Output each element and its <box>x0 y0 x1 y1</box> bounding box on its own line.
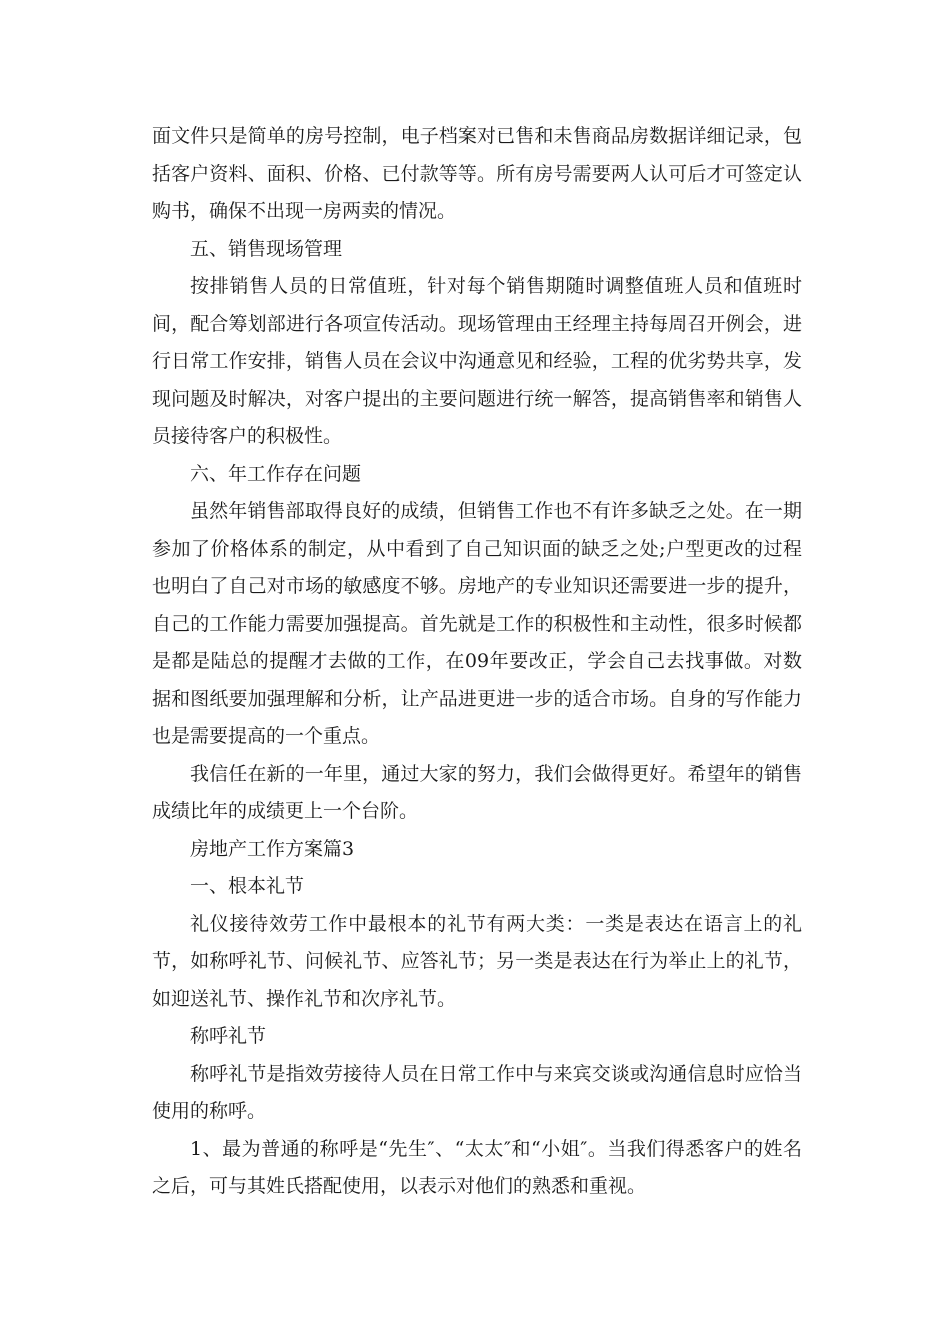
paragraph-duty-arrangement: 按排销售人员的日常值班，针对每个销售期随时调整值班人员和值班时间，配合筹划部进行各项宣传活动。现场管理由王经理主持每周召开例会，进行日常工作安排，销售人员在会议中沟通意见和经验，工程的优劣势共享，发现问题及时解决，对客户提出的主要问题进行统一解答，提高销售率和销售人员接待客户的积极性。 <box>152 275 802 447</box>
paragraph-outlook: 我信任在新的一年里，通过大家的努力，我们会做得更好。希望年的销售成绩比年的成绩更上一个台阶。 <box>152 762 802 822</box>
paragraph-address-definition: 称呼礼节是指效劳接待人员在日常工作中与来宾交谈或沟通信息时应恰当使用的称呼。 <box>152 1062 802 1122</box>
subheading-address-etiquette: 称呼礼节 <box>190 1025 267 1047</box>
document-body <box>152 118 802 1206</box>
paragraph-common-titles: 1、最为普通的称呼是“先生″、“太太″和“小姐″。当我们得悉客户的姓名之后，可与其姓氏搭配使用，以表示对他们的熟悉和重视。 <box>152 1137 802 1197</box>
paragraph-etiquette-types: 礼仪接待效劳工作中最根本的礼节有两大类：一类是表达在语言上的礼节，如称呼礼节、问候礼节、应答礼节；另一类是表达在行为举止上的礼节，如迎送礼节、操作礼节和次序礼节。 <box>152 912 802 1010</box>
section-heading-sales-site-management: 五、销售现场管理 <box>190 237 343 260</box>
article-title-plan-3: 房地产工作方案篇3 <box>190 837 355 860</box>
paragraph-file-management: 面文件只是简单的房号控制，电子档案对已售和未售商品房数据详细记录，包括客户资料、面积、价格、已付款等等。所有房号需要两人认可后才可签定认购书，确保不出现一房两卖的情况。 <box>152 125 802 222</box>
paragraph-problems: 虽然年销售部取得良好的成绩，但销售工作也不有许多缺乏之处。在一期参加了价格体系的制定，从中看到了自己知识面的缺乏之处;户型更改的过程也明白了自己对市场的敏感度不够。房地产的专业知识还需要进一步的提升，自己的工作能力需要加强提高。首先就是工作的积极性和主动性，很多时候都是都是陆总的提醒才去做的工作，在09年要改正，学会自己去找事做。对数据和图纸要加强理解和分析，让产品进更进一步的适合市场。自身的写作能力也是需要提高的一个重点。 <box>152 500 802 747</box>
section-heading-basic-etiquette: 一、根本礼节 <box>190 875 305 897</box>
section-heading-existing-problems: 六、年工作存在问题 <box>190 462 362 485</box>
